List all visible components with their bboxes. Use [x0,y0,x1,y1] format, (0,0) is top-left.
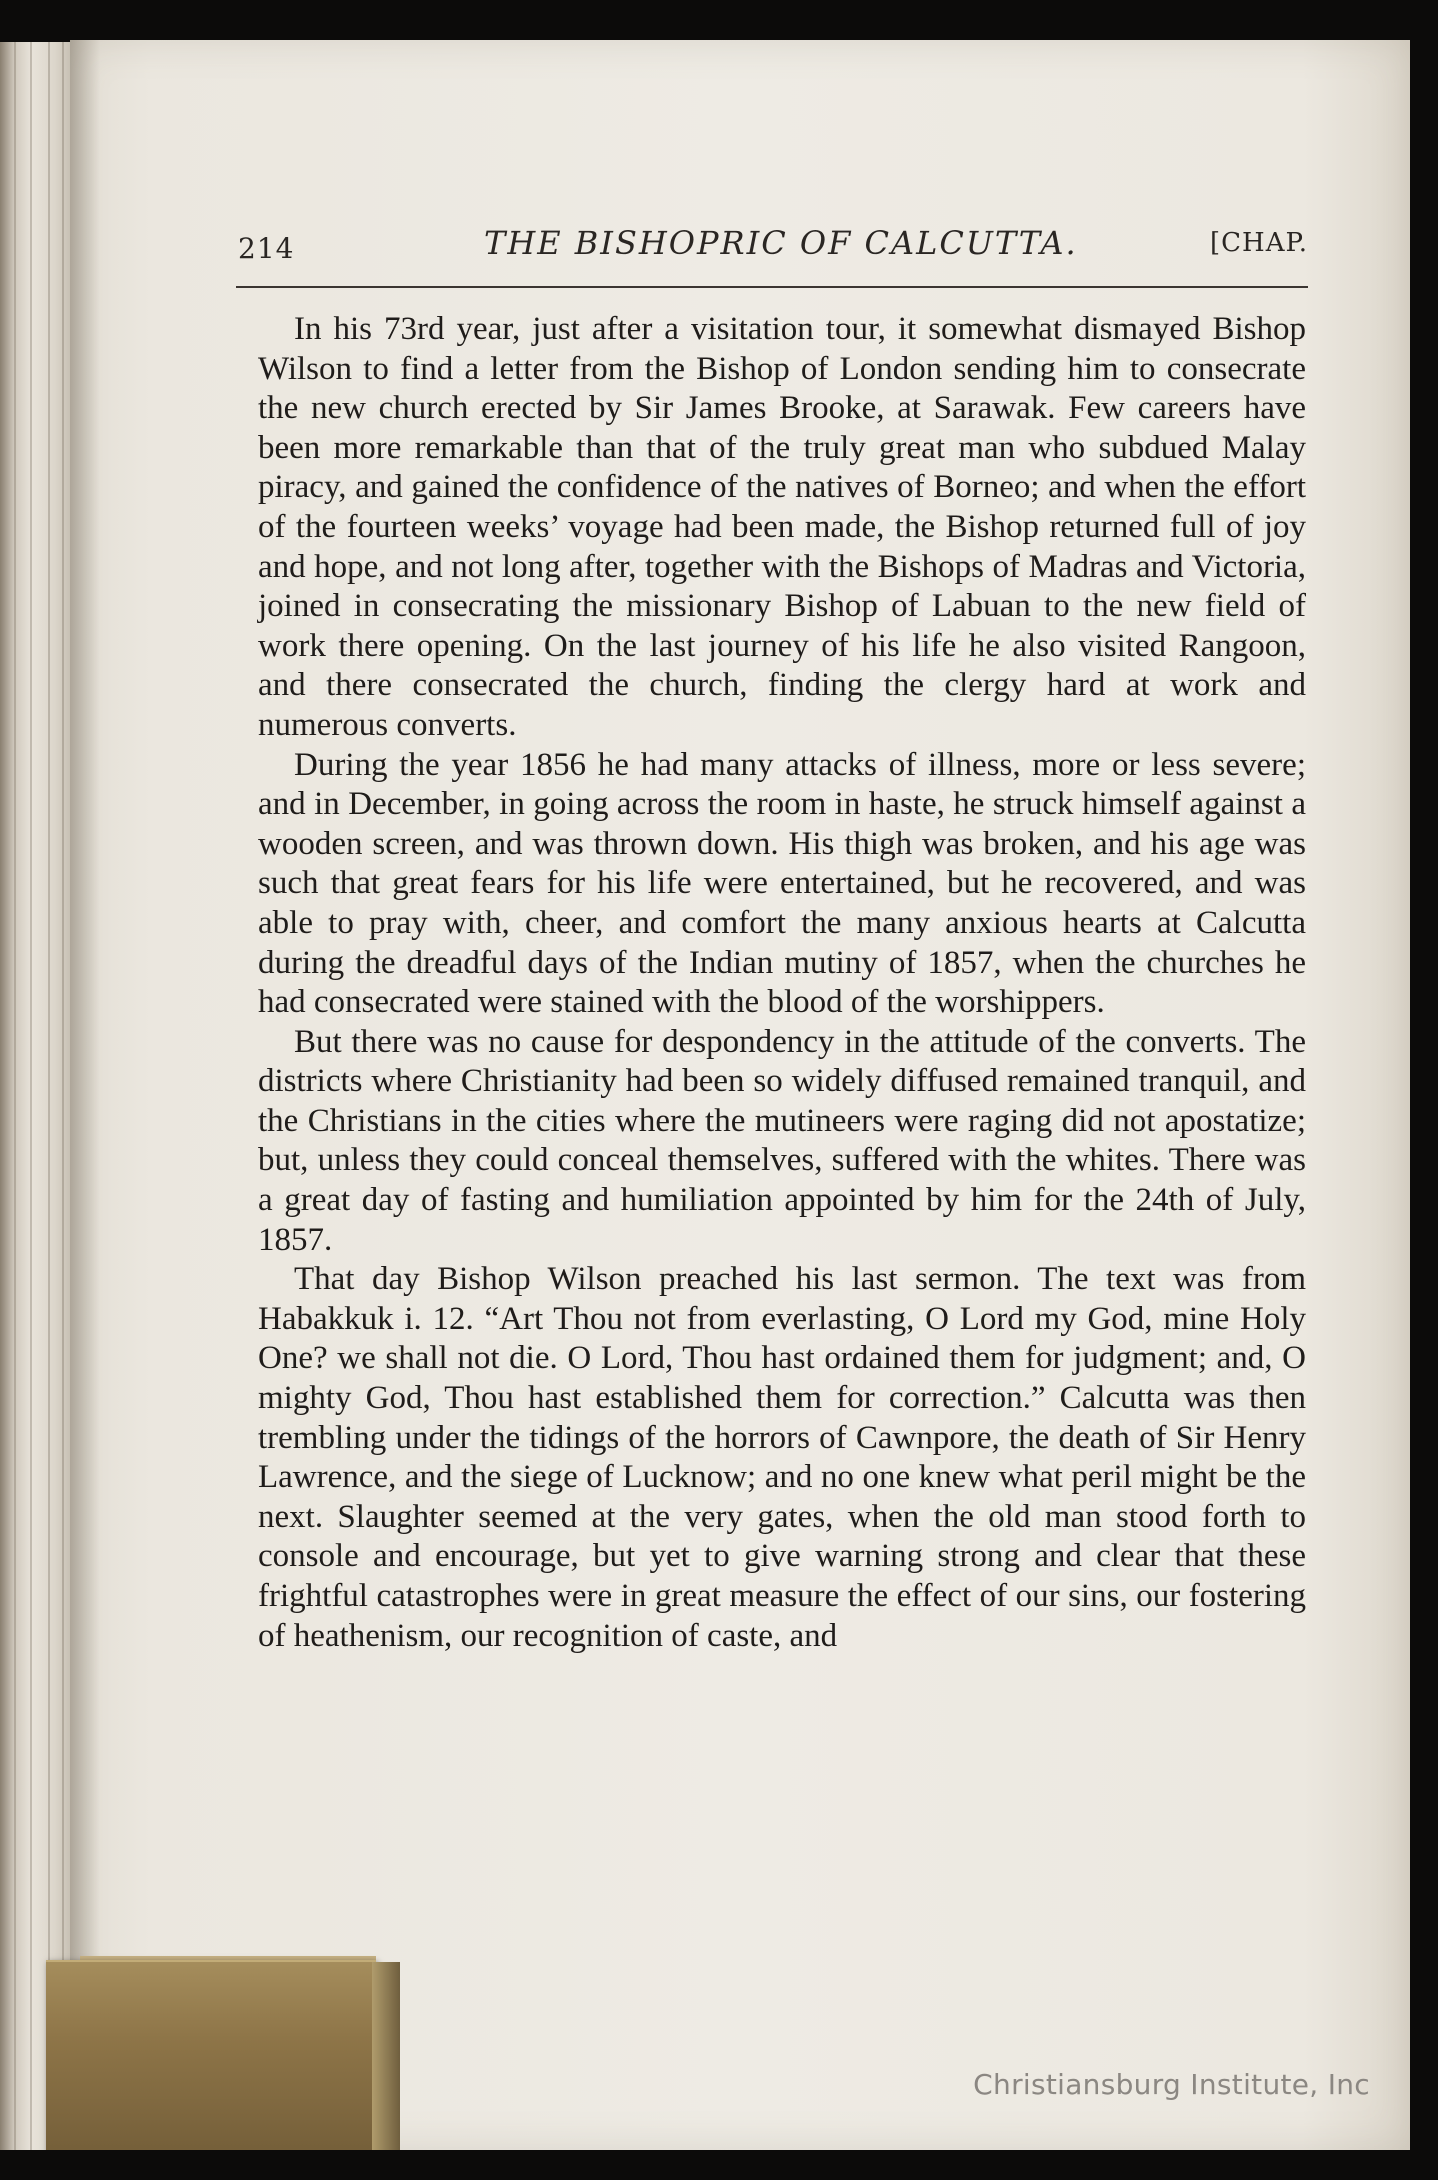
page-header [238,224,1308,268]
bottom-shadow [0,2150,1438,2180]
page-edge-stack [0,42,78,2152]
paragraph-4: That day Bishop Wilson preached his last sermon. The text was from Habakkuk i. 12. “Art Thou not from everlasting, O Lord my God, mine Holy One? we shall not die. O Lord, Thou hast ordained them for judgment; and, O mighty God, Thou hast established them for correction.” Calcutta was then trembling under the tidings of the horrors of Cawnpore, the death of Sir Henry Lawrence, and the siege of Lucknow; and no one knew what peril might be the next. Slaughter seemed at the very gates, when the old man stood forth to console and encourage, but yet to give warning strong and clear that these frightful catastrophes were in great measure the effect of our sins, our fostering of heathenism, our recognition of caste, and [258,1261,1306,1654]
watermark: Christiansburg Institute, Inc [973,2068,1370,2101]
header-rule [236,286,1308,288]
running-title: THE BISHOPRIC OF CALCUTTA. [484,224,1078,262]
chapter-label: [CHAP. [1210,228,1308,258]
page-number: 214 [238,232,295,265]
body-text [258,310,1306,1656]
paragraph-2: During the year 1856 he had many attacks of illness, more or less severe; and in December, in going across the room in haste, he struck himself against a wooden screen, and was thrown down. His thigh was broken, and his age was such that great fears for his life were entertained, but he recovered, and was able to pray with, cheer, and comfort the many anxious hearts at Calcutta during the dreadful days of the Indian mutiny of 1857, when the churches he had consecrated were stained with the blood of the worshippers. [258,746,1306,1021]
page-gutter-shadow [70,40,100,2150]
paragraph-1: In his 73rd year, just after a visitation tour, it somewhat dismayed Bishop Wilson to find a letter from the Bishop of London sending him to consecrate the new church erected by Sir James Brooke, at Sarawak. Few careers have been more remarkable than that of the truly great man who subdued Malay piracy, and gained the confidence of the natives of Borneo; and when the effort of the fourteen weeks’ voyage had been made, the Bishop returned full of joy and hope, and not long after, together with the Bishops of Madras and Victoria, joined in consecrating the missionary Bishop of Labuan to the new field of work there opening. On the last journey of his life he also visited Rangoon, and there consecrated the church, finding the clergy hard at work and numerous converts. [258,311,1306,743]
paragraph-3: But there was no cause for despondency in the attitude of the converts. The districts where Christianity had been so widely diffused remained tranquil, and the Christians in the cities where the mutineers were raging did not apostatize; but, unless they could conceal themselves, suffered with the whites. There was a great day of fasting and humiliation appointed by him for the 24th of July, 1857. [258,1023,1306,1258]
bookmark-object [46,1962,376,2180]
bookmark-side [372,1962,400,2180]
